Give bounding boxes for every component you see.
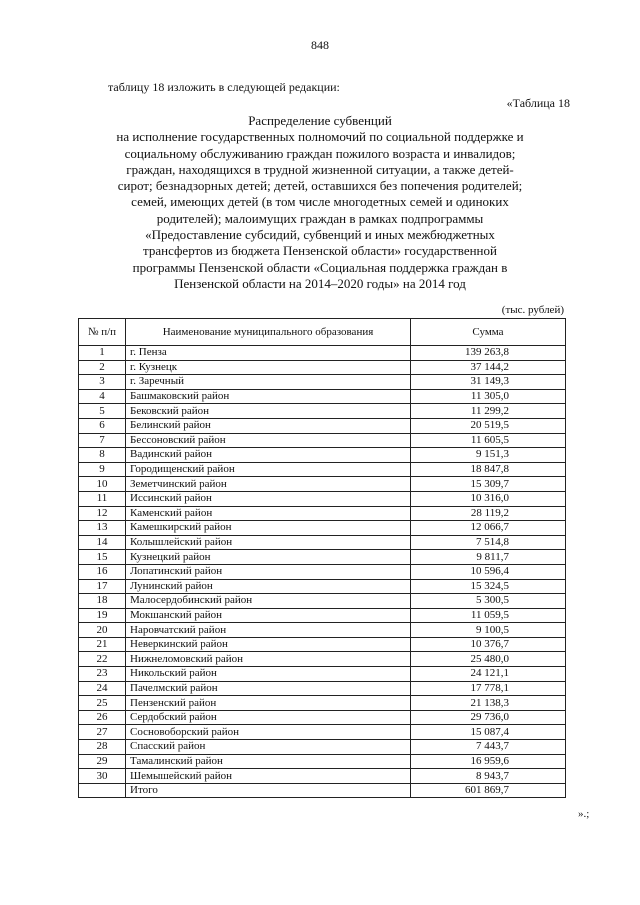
municipality-cell: Башмаковский район xyxy=(126,389,411,404)
page-number: 848 xyxy=(311,38,329,52)
table-row xyxy=(79,652,566,667)
municipality-cell: Малосердобинский район xyxy=(126,594,411,609)
row-number-cell: 10 xyxy=(79,477,126,492)
municipality-cell: Лопатинский район xyxy=(126,564,411,579)
sum-cell: 11 605,5 xyxy=(411,433,566,448)
municipality-cell: Камешкирский район xyxy=(126,521,411,536)
table-row xyxy=(79,550,566,565)
sum-cell: 28 119,2 xyxy=(411,506,566,521)
title-line: Пензенской области на 2014–2020 годы» на 2014 год xyxy=(174,275,466,291)
municipality-cell: Пачелмский район xyxy=(126,681,411,696)
sum-cell: 11 059,5 xyxy=(411,608,566,623)
row-number-cell: 30 xyxy=(79,769,126,784)
sum-cell: 11 305,0 xyxy=(411,389,566,404)
total-label-cell: Итого xyxy=(126,783,411,798)
table-row xyxy=(79,433,566,448)
table-row xyxy=(79,521,566,536)
sum-cell: 29 736,0 xyxy=(411,710,566,725)
row-number-cell: 9 xyxy=(79,462,126,477)
table-row xyxy=(79,623,566,638)
sum-cell: 8 943,7 xyxy=(411,769,566,784)
header-number: № п/п xyxy=(79,319,126,346)
row-number-cell: 17 xyxy=(79,579,126,594)
municipality-cell: Пензенский район xyxy=(126,696,411,711)
municipality-cell: Бековский район xyxy=(126,404,411,419)
title-line: Распределение субвенций xyxy=(248,113,392,128)
table-row xyxy=(79,696,566,711)
table-row xyxy=(79,535,566,550)
sum-cell: 7 514,8 xyxy=(411,535,566,550)
sum-cell: 11 299,2 xyxy=(411,404,566,419)
table-row xyxy=(79,491,566,506)
row-number-cell: 20 xyxy=(79,623,126,638)
row-number-cell: 28 xyxy=(79,740,126,755)
closing-mark: ».; xyxy=(578,808,590,820)
row-number-cell: 22 xyxy=(79,652,126,667)
municipality-cell: Никольский район xyxy=(126,667,411,682)
table-row xyxy=(79,594,566,609)
row-number-cell: 23 xyxy=(79,667,126,682)
row-number-cell: 25 xyxy=(79,696,126,711)
table-row xyxy=(79,346,566,361)
row-number-cell: 5 xyxy=(79,404,126,419)
municipality-cell: Шемышейский район xyxy=(126,769,411,784)
table-row xyxy=(79,477,566,492)
table-title xyxy=(70,113,570,292)
sum-cell: 18 847,8 xyxy=(411,462,566,477)
sum-cell: 7 443,7 xyxy=(411,740,566,755)
table-row xyxy=(79,404,566,419)
row-number-cell: 6 xyxy=(79,418,126,433)
table-row xyxy=(79,389,566,404)
sum-cell: 10 596,4 xyxy=(411,564,566,579)
table-row xyxy=(79,769,566,784)
row-number-cell: 29 xyxy=(79,754,126,769)
sum-cell: 10 316,0 xyxy=(411,491,566,506)
municipality-cell: Лунинский район xyxy=(126,579,411,594)
row-number-cell: 14 xyxy=(79,535,126,550)
sum-cell: 16 959,6 xyxy=(411,754,566,769)
table-row xyxy=(79,564,566,579)
row-number-cell: 16 xyxy=(79,564,126,579)
row-number-cell: 21 xyxy=(79,637,126,652)
sum-cell: 15 309,7 xyxy=(411,477,566,492)
municipality-cell: Иссинский район xyxy=(126,491,411,506)
municipality-cell: Мокшанский район xyxy=(126,608,411,623)
sum-cell: 31 149,3 xyxy=(411,375,566,390)
table-row xyxy=(79,740,566,755)
sum-cell: 37 144,2 xyxy=(411,360,566,375)
table-row xyxy=(79,754,566,769)
total-number-cell xyxy=(79,783,126,798)
sum-cell: 12 066,7 xyxy=(411,521,566,536)
sum-cell: 10 376,7 xyxy=(411,637,566,652)
header-sum: Сумма xyxy=(411,319,566,346)
municipality-cell: Спасский район xyxy=(126,740,411,755)
municipality-cell: Неверкинский район xyxy=(126,637,411,652)
sum-cell: 5 300,5 xyxy=(411,594,566,609)
title-line: социальному обслуживанию граждан пожилого возраста и инвалидов; xyxy=(124,145,516,161)
title-line: граждан, находящихся в трудной жизненной ситуации, а также детей- xyxy=(126,161,514,177)
municipality-cell: Сердобский район xyxy=(126,710,411,725)
row-number-cell: 3 xyxy=(79,375,126,390)
title-line: семей, имеющих детей (в том числе многодетных семей и одиноких xyxy=(131,194,509,210)
municipality-cell: Вадинский район xyxy=(126,448,411,463)
sum-cell: 15 324,5 xyxy=(411,579,566,594)
municipality-cell: Сосновоборский район xyxy=(126,725,411,740)
total-row xyxy=(79,783,566,798)
header-municipality: Наименование муниципального образования xyxy=(126,319,411,346)
row-number-cell: 18 xyxy=(79,594,126,609)
municipality-cell: Бессоновский район xyxy=(126,433,411,448)
title-line: сирот; безнадзорных детей; детей, оставшихся без попечения родителей; xyxy=(117,178,523,194)
row-number-cell: 7 xyxy=(79,433,126,448)
sum-cell: 17 778,1 xyxy=(411,681,566,696)
subsidy-table xyxy=(78,318,566,798)
row-number-cell: 15 xyxy=(79,550,126,565)
table-row xyxy=(79,667,566,682)
row-number-cell: 19 xyxy=(79,608,126,623)
municipality-cell: Тамалинский район xyxy=(126,754,411,769)
table-row xyxy=(79,375,566,390)
table-row xyxy=(79,710,566,725)
intro-text: таблицу 18 изложить в следующей редакции: xyxy=(108,80,340,94)
table-row xyxy=(79,360,566,375)
table-row xyxy=(79,725,566,740)
municipality-cell: г. Пенза xyxy=(126,346,411,361)
row-number-cell: 24 xyxy=(79,681,126,696)
municipality-cell: Каменский район xyxy=(126,506,411,521)
table-row xyxy=(79,579,566,594)
table-row xyxy=(79,462,566,477)
sum-cell: 9 151,3 xyxy=(411,448,566,463)
table-row xyxy=(79,608,566,623)
municipality-cell: Земетчинский район xyxy=(126,477,411,492)
municipality-cell: Кузнецкий район xyxy=(126,550,411,565)
row-number-cell: 4 xyxy=(79,389,126,404)
title-line: программы Пензенской области «Социальная поддержка граждан в xyxy=(132,259,508,275)
row-number-cell: 8 xyxy=(79,448,126,463)
row-number-cell: 12 xyxy=(79,506,126,521)
row-number-cell: 26 xyxy=(79,710,126,725)
table-row xyxy=(79,637,566,652)
sum-cell: 139 263,8 xyxy=(411,346,566,361)
title-line: «Предоставление субсидий, субвенций и иных межбюджетных xyxy=(145,227,495,243)
sum-cell: 9 100,5 xyxy=(411,623,566,638)
sum-cell: 20 519,5 xyxy=(411,418,566,433)
municipality-cell: Белинский район xyxy=(126,418,411,433)
sum-cell: 21 138,3 xyxy=(411,696,566,711)
total-sum-cell: 601 869,7 xyxy=(411,783,566,798)
municipality-cell: Колышлейский район xyxy=(126,535,411,550)
table-row xyxy=(79,681,566,696)
row-number-cell: 1 xyxy=(79,346,126,361)
sum-cell: 25 480,0 xyxy=(411,652,566,667)
row-number-cell: 2 xyxy=(79,360,126,375)
table-body xyxy=(79,346,566,784)
row-number-cell: 13 xyxy=(79,521,126,536)
table-row xyxy=(79,448,566,463)
table-row xyxy=(79,506,566,521)
table-header-row xyxy=(79,319,566,346)
row-number-cell: 11 xyxy=(79,491,126,506)
municipality-cell: Городищенский район xyxy=(126,462,411,477)
units-label: (тыс. рублей) xyxy=(501,304,564,316)
title-line: на исполнение государственных полномочий по социальной поддержке и xyxy=(116,129,524,145)
municipality-cell: Нижнеломовский район xyxy=(126,652,411,667)
row-number-cell: 27 xyxy=(79,725,126,740)
municipality-cell: г. Кузнецк xyxy=(126,360,411,375)
table-row xyxy=(79,418,566,433)
municipality-cell: Наровчатский район xyxy=(126,623,411,638)
municipality-cell: г. Заречный xyxy=(126,375,411,390)
table-label: «Таблица 18 xyxy=(506,96,570,110)
sum-cell: 9 811,7 xyxy=(411,550,566,565)
title-line: трансфертов из бюджета Пензенской области» государственной xyxy=(143,243,497,259)
sum-cell: 24 121,1 xyxy=(411,667,566,682)
sum-cell: 15 087,4 xyxy=(411,725,566,740)
title-line: родителей); малоимущих граждан в рамках подпрограммы xyxy=(156,210,484,226)
